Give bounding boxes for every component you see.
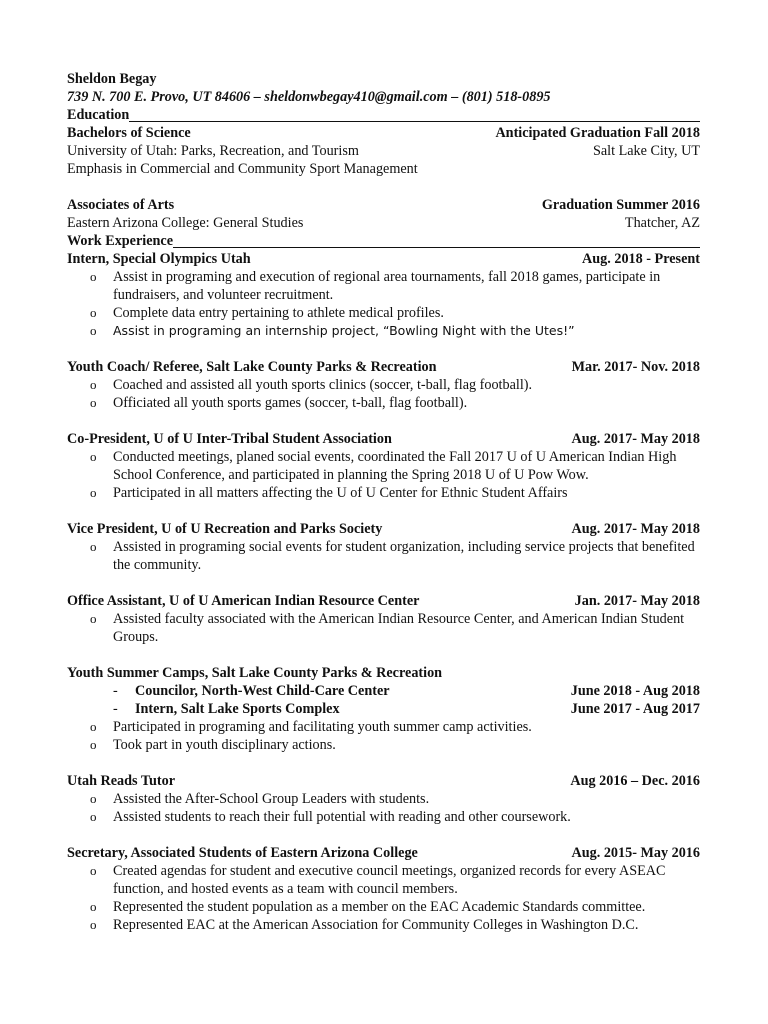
job-title: Office Assistant, U of U American Indian Resource Center bbox=[67, 593, 420, 609]
job-header bbox=[67, 592, 700, 610]
list-item: o Assist in programing and execution of regional area tournaments, fall 2018 games, participate in fundraisers, and volunteer recruitment. bbox=[67, 268, 700, 304]
bullet-icon: o bbox=[90, 791, 97, 806]
job-title: Co-President, U of U Inter-Tribal Student Association bbox=[67, 431, 392, 447]
job-header bbox=[67, 772, 700, 790]
education-entry-2-school-row bbox=[67, 214, 700, 232]
subrole-label: Intern, Salt Lake Sports Complex bbox=[135, 701, 340, 717]
list-item: o Created agendas for student and executive council meetings, organized records for every ASEAC function, and hosted events as a team with council members. bbox=[67, 862, 700, 898]
list-item: o Participated in all matters affecting the U of U Center for Ethnic Student Affairs bbox=[67, 484, 700, 502]
work-experience-heading: Work Experience bbox=[67, 232, 700, 250]
job-title: Youth Summer Camps, Salt Lake County Parks & Recreation bbox=[67, 665, 443, 681]
bullet-icon: o bbox=[90, 449, 97, 464]
bullet-icon: o bbox=[90, 917, 97, 932]
degree: Bachelors of Science bbox=[67, 125, 191, 141]
job-header bbox=[67, 358, 700, 376]
list-item: o Officiated all youth sports games (soccer, t-ball, flag football). bbox=[67, 394, 700, 412]
job-title: Youth Coach/ Referee, Salt Lake County Parks & Recreation bbox=[67, 359, 437, 375]
job-date: Aug 2016 – Dec. 2016 bbox=[570, 773, 700, 789]
job-header bbox=[67, 664, 700, 682]
graduation-date: Anticipated Graduation Fall 2018 bbox=[495, 125, 700, 141]
bullet-icon: o bbox=[90, 305, 97, 320]
location: Salt Lake City, UT bbox=[592, 143, 700, 159]
bullet-icon: o bbox=[90, 737, 97, 752]
list-item: o Assisted students to reach their full potential with reading and other coursework. bbox=[67, 808, 700, 826]
degree: Associates of Arts bbox=[67, 197, 175, 213]
emphasis: Emphasis in Commercial and Community Sport Management bbox=[67, 161, 418, 177]
education-entry-1-header bbox=[67, 124, 700, 142]
dash-icon: - bbox=[113, 683, 118, 699]
job-date: Mar. 2017- Nov. 2018 bbox=[571, 359, 700, 375]
bullet-icon: o bbox=[90, 269, 97, 284]
list-item: o Represented EAC at the American Association for Community Colleges in Washington D.C. bbox=[67, 916, 700, 934]
education-entry-1-school-row bbox=[67, 142, 700, 160]
job-date: Aug. 2015- May 2016 bbox=[571, 845, 700, 861]
job-title: Vice President, U of U Recreation and Parks Society bbox=[67, 521, 383, 537]
subrole-row bbox=[67, 700, 700, 718]
school: University of Utah: Parks, Recreation, and Tourism bbox=[67, 143, 359, 159]
dash-icon: - bbox=[113, 701, 118, 717]
bullet-icon: o bbox=[90, 539, 97, 554]
list-item: o Coached and assisted all youth sports clinics (soccer, t-ball, flag football). bbox=[67, 376, 700, 394]
list-item: o Complete data entry pertaining to athlete medical profiles. bbox=[67, 304, 700, 322]
job-header bbox=[67, 250, 700, 268]
job-header bbox=[67, 520, 700, 538]
bullet-icon: o bbox=[90, 899, 97, 914]
list-item: o Took part in youth disciplinary actions. bbox=[67, 736, 700, 754]
list-item: o Assisted the After-School Group Leaders with students. bbox=[67, 790, 700, 808]
bullet-icon: o bbox=[90, 611, 97, 626]
subrole-row bbox=[67, 682, 700, 700]
job-date: Aug. 2018 - Present bbox=[582, 251, 700, 267]
list-item: o Assist in programing an internship project, “Bowling Night with the Utes!” bbox=[67, 322, 700, 340]
job-title: Utah Reads Tutor bbox=[67, 773, 176, 789]
job-header bbox=[67, 430, 700, 448]
job-header bbox=[67, 844, 700, 862]
list-item: o Assisted faculty associated with the American Indian Resource Center, and American Indian Student Groups. bbox=[67, 610, 700, 646]
education-entry-2-header bbox=[67, 196, 700, 214]
education-heading: Education bbox=[67, 106, 700, 124]
candidate-name: Sheldon Begay bbox=[67, 71, 157, 87]
job-date: Jan. 2017- May 2018 bbox=[574, 593, 700, 609]
list-item: o Represented the student population as a member on the EAC Academic Standards committee. bbox=[67, 898, 700, 916]
subrole-date: June 2017 - Aug 2017 bbox=[570, 701, 700, 717]
list-item: o Conducted meetings, planed social events, coordinated the Fall 2017 U of U American Indian High School Conference, and participated in planning the Spring 2018 U of U Pow Wow. bbox=[67, 448, 700, 484]
job-date: Aug. 2017- May 2018 bbox=[571, 521, 700, 537]
bullet-icon: o bbox=[90, 485, 97, 500]
bullet-icon: o bbox=[90, 395, 97, 410]
school: Eastern Arizona College: General Studies bbox=[67, 215, 304, 231]
subrole-label: Councilor, North-West Child-Care Center bbox=[135, 683, 390, 699]
subrole-date: June 2018 - Aug 2018 bbox=[570, 683, 700, 699]
graduation-date: Graduation Summer 2016 bbox=[541, 197, 700, 213]
location: Thatcher, AZ bbox=[624, 215, 700, 231]
bullet-icon: o bbox=[90, 323, 97, 338]
job-title: Secretary, Associated Students of Eastern Arizona College bbox=[67, 845, 418, 861]
bullet-icon: o bbox=[90, 377, 97, 392]
bullet-icon: o bbox=[90, 863, 97, 878]
bullet-icon: o bbox=[90, 719, 97, 734]
list-item: o Assisted in programing social events for student organization, including service projects that benefited the community. bbox=[67, 538, 700, 574]
job-date: Aug. 2017- May 2018 bbox=[571, 431, 700, 447]
resume-page bbox=[67, 70, 700, 934]
job-title: Intern, Special Olympics Utah bbox=[67, 251, 251, 267]
contact-line: 739 N. 700 E. Provo, UT 84606 – sheldonwbegay410@gmail.com – (801) 518-0895 bbox=[67, 89, 551, 105]
bullet-icon: o bbox=[90, 809, 97, 824]
list-item: o Participated in programing and facilitating youth summer camp activities. bbox=[67, 718, 700, 736]
